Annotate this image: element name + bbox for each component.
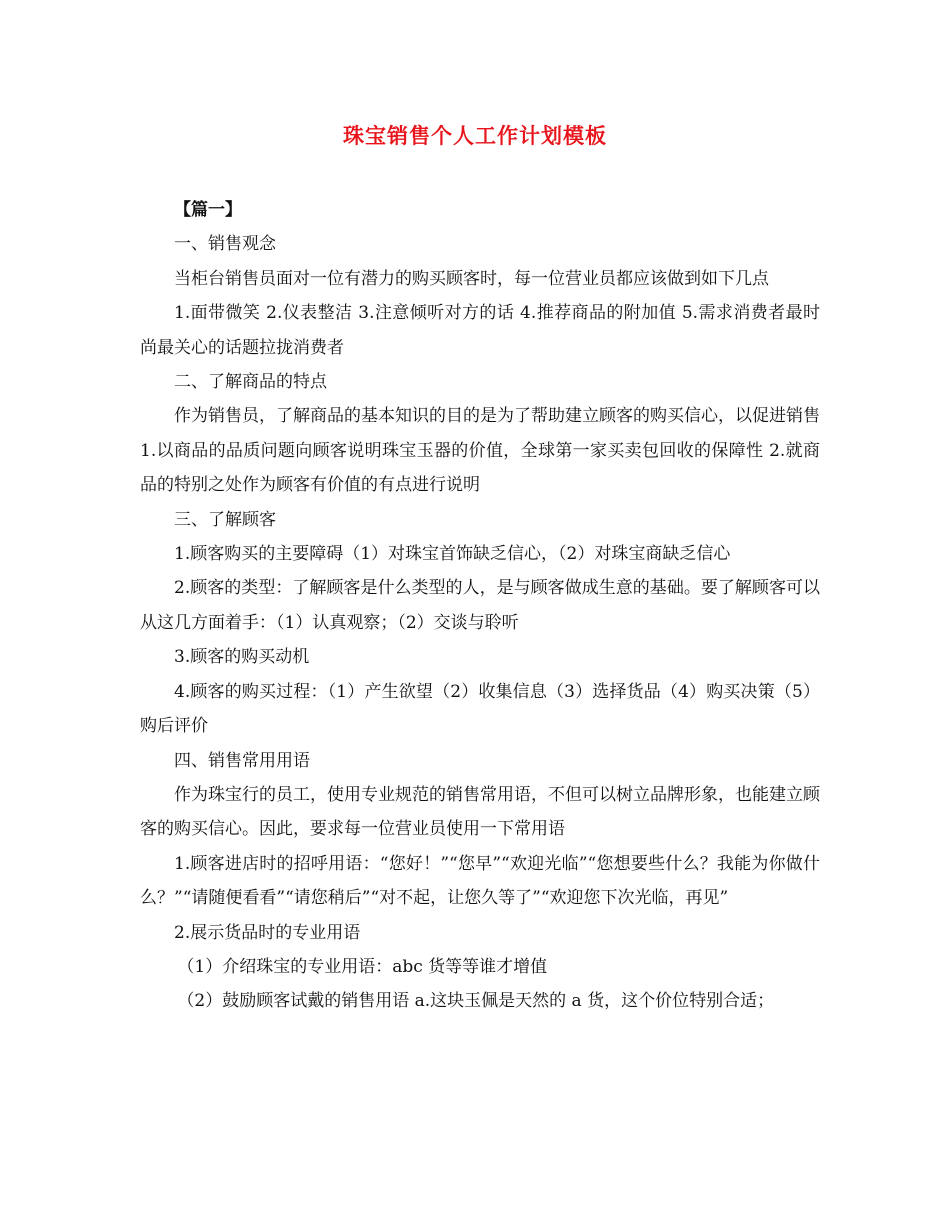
paragraph: 3.顾客的购买动机 — [174, 647, 310, 668]
paragraph: 1.面带微笑 2.仪表整洁 3.注意倾听对方的话 4.推荐商品的附加值 5.需求消费者最时尚最关心的话题拉拢消费者 — [140, 303, 820, 358]
paragraph: 4.顾客的购买过程：（1）产生欲望（2）收集信息（3）选择货品（4）购买决策（5）购后评价 — [140, 681, 820, 737]
heading-common-phrases: 四、销售常用用语 — [174, 750, 310, 771]
paragraph: 1.顾客购买的主要障碍（1）对珠宝首饰缺乏信心，（2）对珠宝商缺乏信心 — [174, 544, 731, 565]
paragraph: 2.展示货品时的专业用语 — [174, 922, 361, 943]
paragraph: 当柜台销售员面对一位有潜力的购买顾客时，每一位营业员都应该做到如下几点 — [174, 268, 769, 289]
heading-sales-concept: 一、销售观念 — [174, 234, 276, 255]
document-title: 珠宝销售个人工作计划模板 — [343, 123, 607, 148]
heading-know-customers: 三、了解顾客 — [174, 509, 276, 530]
heading-product-features: 二、了解商品的特点 — [174, 372, 327, 393]
paragraph: 作为珠宝行的员工，使用专业规范的销售常用语，不但可以树立品牌形象，也能建立顾客的购买信心。因此，要求每一位营业员使用一下常用语 — [140, 784, 820, 840]
section-label: 【篇一】 — [174, 200, 242, 220]
paragraph: （2）鼓励顾客试戴的销售用语 a.这块玉佩是天然的 a 货，这个价位特别合适； — [177, 991, 775, 1012]
paragraph: 作为销售员，了解商品的基本知识的目的是为了帮助建立顾客的购买信心，以促进销售 1.以商品的品质问题向顾客说明珠宝玉器的价值，全球第一家买卖包回收的保障性 2.就商品的特别之处作为顾客有价值的有点进行说明 — [140, 406, 820, 496]
paragraph: （1）介绍珠宝的专业用语：abc 货等等谁才增值 — [177, 956, 548, 977]
paragraph: 1.顾客进店时的招呼用语：“您好！”“您早”“欢迎光临”“您想要些什么？我能为你做什么？”“请随便看看”“请您稍后”“对不起，让您久等了”“欢迎您下次光临，再见” — [140, 853, 820, 909]
paragraph: 2.顾客的类型：了解顾客是什么类型的人，是与顾客做成生意的基础。要了解顾客可以从这几方面着手：（1）认真观察；（2）交谈与聆听 — [140, 578, 820, 633]
document-body — [140, 193, 820, 1019]
